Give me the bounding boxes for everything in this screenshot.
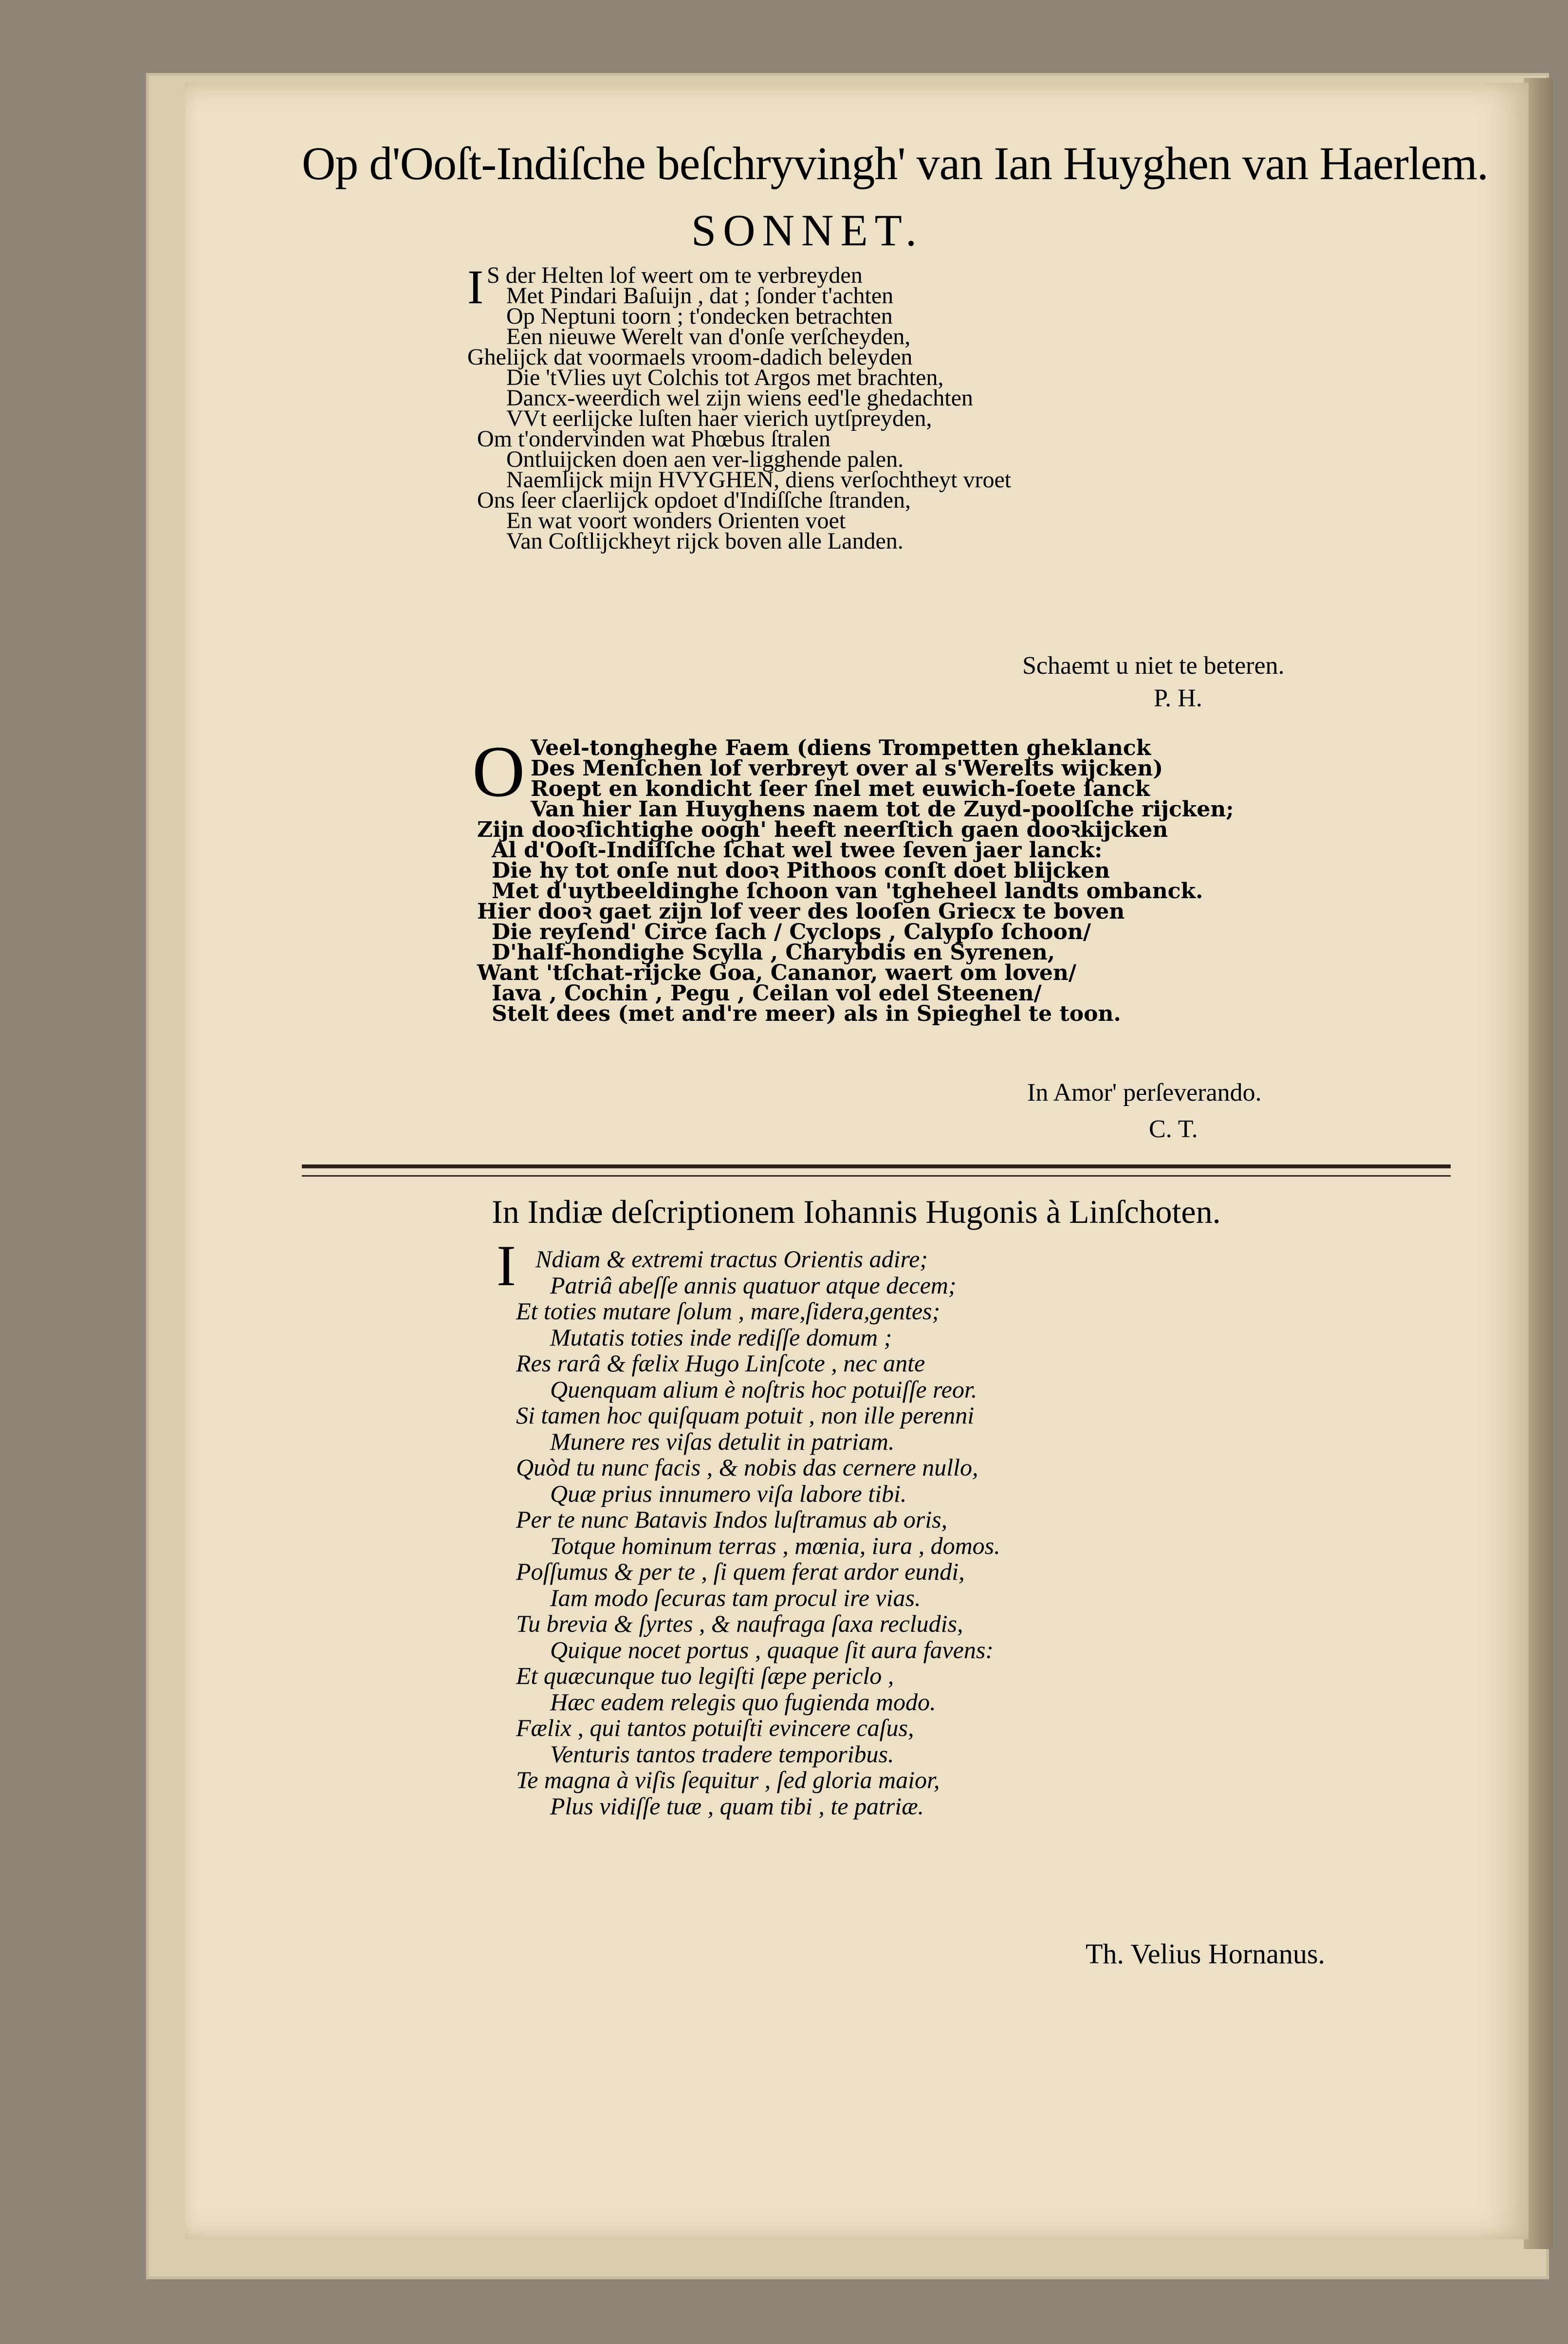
second-poem-line: Van hier Ian Huyghens naem tot de Zuyd-poolſche rijcken; xyxy=(531,797,1234,822)
sonnet-line: Ghelijck dat voormaels vroom-dadich beleyden xyxy=(467,344,913,370)
second-poem-line: Des Menſchen lof verbreyt over al s'Werelts wijcken) xyxy=(531,756,1163,781)
second-poem-line: Veel-tongheghe Faem (diens Trompetten gheklanck xyxy=(531,736,1151,760)
latin-line: Quæ prius innumero viſa labore tibi. xyxy=(550,1479,907,1507)
second-poem-line: Roept en kondicht ſeer ſnel met euwich-ſoete ſanck xyxy=(531,776,1150,801)
sonnet-line: VVt eerlijcke luſten haer vierich uytſpreyden, xyxy=(506,406,932,431)
second-poem-initials: C. T. xyxy=(1149,1115,1198,1143)
sonnet-motto: Schaemt u niet te beteren. xyxy=(1022,652,1285,680)
second-poem-line: Stelt dees (met and're meer) als in Spieghel te toon. xyxy=(492,1001,1121,1026)
second-poem-line: Hier dooꝛ gaet zijn lof veer des looſen Griecx te boven xyxy=(477,899,1125,924)
latin-dropcap: I xyxy=(497,1233,516,1298)
sonnet-line: Van Coſtlijckheyt rijck boven alle Landen. xyxy=(506,528,904,554)
latin-poem-text xyxy=(516,1246,1000,1819)
sonnet-initials: P. H. xyxy=(1154,684,1202,712)
latin-line: Venturis tantos tradere temporibus. xyxy=(550,1740,894,1768)
latin-signature: Th. Velius Hornanus. xyxy=(1086,1938,1325,1970)
latin-line: Hæc eadem relegis quo fugienda modo. xyxy=(550,1688,936,1716)
sonnet-line: Naemlijck mijn HVYGHEN, diens verſochtheyt vroet xyxy=(506,467,1012,493)
latin-line: Quòd tu nunc facis , & nobis das cernere nullo, xyxy=(516,1454,978,1481)
sonnet-heading: SONNET. xyxy=(691,205,924,255)
latin-line: Ndiam & extremi tractus Orientis adire; xyxy=(535,1245,928,1273)
sonnet-line: Om t'ondervinden wat Phœbus ſtralen xyxy=(477,426,830,452)
latin-line: Te magna à viſis ſequitur , ſed gloria maior, xyxy=(516,1766,940,1793)
latin-heading: In Indiæ deſcriptionem Iohannis Hugonis à Linſchoten. xyxy=(492,1193,1221,1230)
latin-line: Si tamen hoc quiſquam potuit , non ille perenni xyxy=(516,1402,975,1429)
latin-line: Quique nocet portus , quaque ſit aura favens: xyxy=(550,1636,994,1663)
second-poem-line: Al d'Ooſt-Indiſſche ſchat wel twee ſeven jaer lanck: xyxy=(492,838,1103,863)
latin-line: Tu brevia & ſyrtes , & naufraga ſaxa recludis, xyxy=(516,1610,963,1637)
latin-line: Res rarâ & fælix Hugo Linſcote , nec ante xyxy=(516,1349,925,1377)
latin-line: Poſſumus & per te , ſi quem ferat ardor eundi, xyxy=(516,1558,965,1585)
latin-line: Iam modo ſecuras tam procul ire vias. xyxy=(550,1584,921,1611)
latin-line: Et quæcunque tuo legiſti ſæpe periclo , xyxy=(516,1662,894,1689)
second-poem-motto: In Amor' perſeverando. xyxy=(1027,1079,1262,1107)
second-poem-line: Want 'tſchat-rijcke Goa, Cananor, waert om loven/ xyxy=(477,960,1076,985)
sonnet-line: S der Helten lof weert om te verbreyden xyxy=(487,262,863,288)
second-poem-line: Die hy tot onſe nut dooꝛ Pithoos conſt doet blijcken xyxy=(492,858,1110,883)
sonnet-dropcap: I xyxy=(467,260,484,314)
sonnet-line: Op Neptuni toorn ; t'ondecken betrachten xyxy=(506,303,893,329)
latin-line: Et toties mutare ſolum , mare,ſidera,gentes; xyxy=(516,1297,941,1325)
second-poem-line: Die reyſend' Circe ſach / Cyclops , Calypſo ſchoon/ xyxy=(492,920,1091,944)
page-title: Op d'Ooſt-Indiſche beſchryvingh' van Ian Huyghen van Haerlem. xyxy=(302,137,1488,189)
second-poem-line: Met d'uytbeeldinghe ſchoon van 'tgheheel landts ombanck. xyxy=(492,879,1203,904)
latin-line: Quenquam alium è noſtris hoc potuiſſe reor. xyxy=(550,1375,978,1403)
sonnet-line: Die 'tVlies uyt Colchis tot Argos met brachten, xyxy=(506,365,944,390)
second-poem-line: Zijn dooꝛſichtighe oogh' heeft neerſtich gaen dooꝛkijcken xyxy=(477,817,1168,842)
latin-line: Munere res viſas detulit in patriam. xyxy=(550,1427,895,1455)
sonnet-line: Ons ſeer claerlijck opdoet d'Indiſſche ſtranden, xyxy=(477,487,911,513)
sonnet-line: Een nieuwe Werelt van d'onſe verſcheyden, xyxy=(506,324,911,350)
second-poem-dropcap: O xyxy=(472,731,525,812)
latin-line: Plus vidiſſe tuæ , quam tibi , te patriæ. xyxy=(550,1792,924,1820)
second-poem-line: D'half-hondighe Scylla , Charybdis en Syrenen, xyxy=(492,940,1055,965)
second-poem-line: Iava , Cochin , Pegu , Ceilan vol edel Steenen/ xyxy=(492,981,1042,1006)
sonnet-line: Ontluijcken doen aen ver-ligghende palen. xyxy=(506,446,904,472)
second-poem-text xyxy=(477,736,1234,1026)
latin-line: Fælix , qui tantos potuiſti evincere caſus, xyxy=(516,1714,914,1741)
latin-line: Per te nunc Batavis Indos luſtramus ab oris, xyxy=(516,1506,948,1533)
sonnet-line: Met Pindari Baſuijn , dat ; ſonder t'achten xyxy=(506,283,894,309)
sonnet-text xyxy=(467,262,1012,554)
sonnet-line: Dancx-weerdich wel zijn wiens eed'le ghedachten xyxy=(506,385,973,411)
latin-line: Totque hominum terras , mœnia, iura , domos. xyxy=(550,1532,1000,1559)
latin-line: Mutatis toties inde rediſſe domum ; xyxy=(550,1323,892,1351)
sonnet-line: En wat voort wonders Orienten voet xyxy=(506,508,846,534)
section-divider xyxy=(302,1164,1451,1177)
latin-line: Patriâ abeſſe annis quatuor atque decem; xyxy=(550,1271,957,1299)
